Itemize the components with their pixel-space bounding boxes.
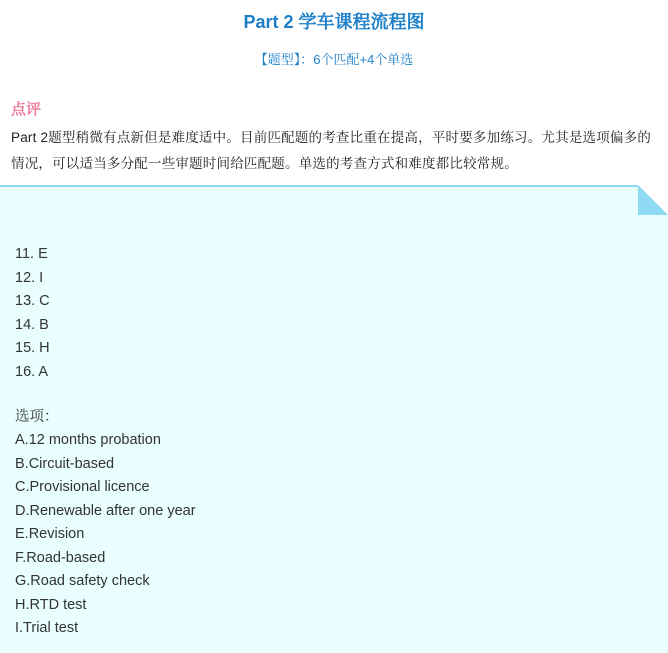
answer-list	[15, 243, 50, 384]
answer-item: 13. C	[15, 293, 50, 309]
option-item: F.Road-based	[15, 549, 106, 566]
option-item: D.Renewable after one year	[15, 502, 196, 519]
option-item: A.12 months probation	[15, 432, 161, 448]
option-item: E.Revision	[15, 526, 85, 542]
answer-item: 15. H	[15, 340, 50, 356]
comment-heading: 点评	[11, 101, 42, 118]
option-item: B.Circuit-based	[15, 455, 115, 472]
answer-item: 14. B	[15, 316, 49, 333]
answer-item: 12. I	[15, 269, 44, 286]
option-list	[15, 429, 196, 641]
answer-item: 16. A	[15, 363, 49, 380]
page-fold-corner-icon	[638, 185, 668, 215]
answer-panel	[0, 185, 668, 653]
option-item: C.Provisional licence	[15, 479, 150, 495]
comment-text: Part 2题型稍微有点新但是难度适中。目前匹配题的考查比重在提高，平时要多加练习。尤其是选项偏多的情况，可以适当多分配一些审题时间给匹配题。单选的考查方式和难度都比较常规。	[11, 130, 652, 171]
option-item: I.Trial test	[15, 620, 79, 636]
question-type-subtitle: 【题型】：6个匹配+4个单选	[254, 52, 414, 67]
option-item: H.RTD test	[15, 596, 87, 613]
answer-item: 11. E	[15, 246, 48, 262]
page-title: Part 2 学车课程流程图	[243, 12, 425, 32]
option-item: G.Road safety check	[15, 573, 150, 589]
options-label: 选项：	[15, 409, 59, 425]
